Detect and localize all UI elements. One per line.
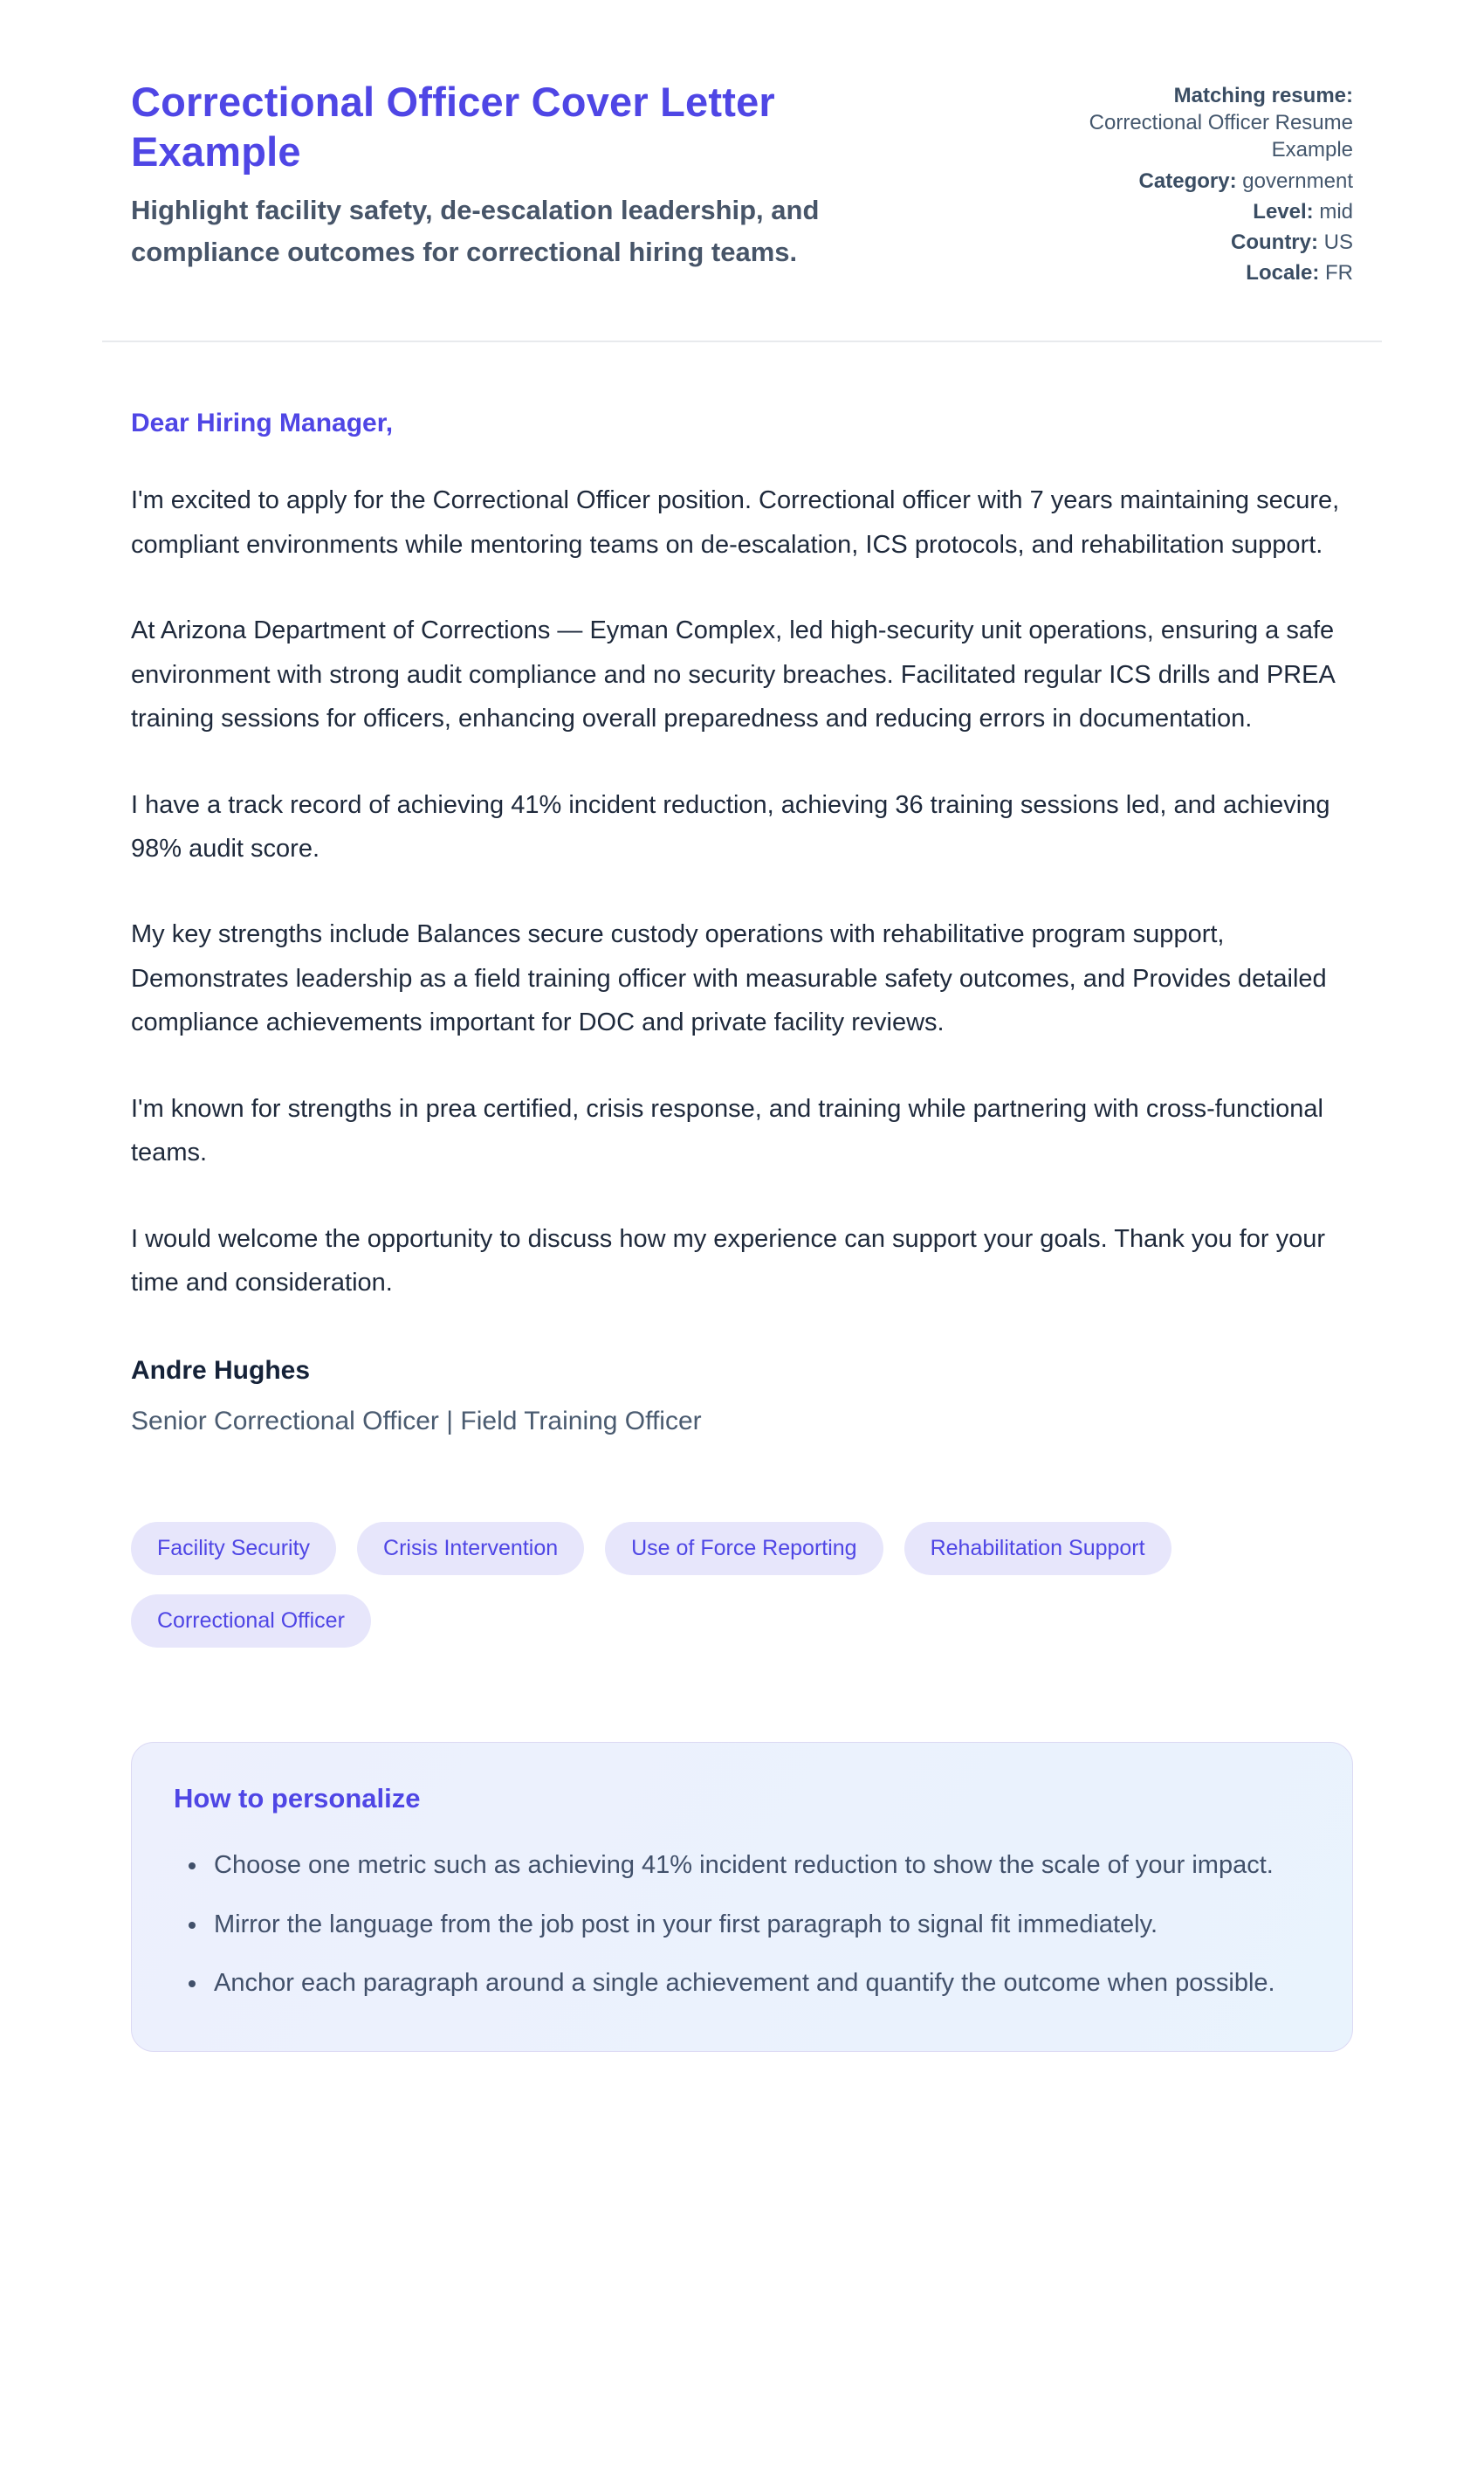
meta-row-matching-resume	[1065, 82, 1353, 164]
letter-paragraph-known-for: I'm known for strengths in prea certified, crisis response, and training while partnering with cross-functional teams.	[131, 1094, 1323, 1167]
meta-panel	[1065, 77, 1353, 290]
tag-chip-use-of-force-reporting[interactable]: Use of Force Reporting	[605, 1522, 883, 1575]
meta-row-level	[1065, 198, 1353, 225]
meta-row-country	[1065, 229, 1353, 256]
letter-paragraph-closing: I would welcome the opportunity to discuss how my experience can support your goals. Thank you for your time and consideration.	[131, 1224, 1326, 1297]
page-subtitle: Highlight facility safety, de-escalation leadership, and compliance outcomes for correctional hiring teams.	[131, 194, 820, 267]
meta-row-category	[1065, 168, 1353, 195]
meta-label: Level:	[1253, 199, 1314, 224]
meta-row-locale	[1065, 259, 1353, 286]
meta-label: Category:	[1138, 169, 1237, 193]
letter-paragraph-intro: I'm excited to apply for the Correctional Officer position. Correctional officer with 7 years maintaining secure, compliant environments while mentoring teams on de-escalation, ICS protocols, and rehabilitation support.	[131, 486, 1340, 559]
signature-name: Andre Hughes	[131, 1355, 311, 1385]
cover-letter-page	[102, 0, 1382, 2139]
letter-paragraph-experience: At Arizona Department of Corrections — Eyman Complex, led high-security unit operations, ensuring a safe environment with strong audit compliance and no security breaches. Facilitated regular ICS drills and PREA training sessions for officers, enhancing overall preparedness and reducing errors in documentation.	[131, 616, 1335, 733]
letter-paragraph-track-record: I have a track record of achieving 41% incident reduction, achieving 36 training sessions led, and achieving 98% audit score.	[131, 790, 1330, 864]
meta-value: Correctional Officer Resume Example	[1089, 111, 1353, 162]
page-header	[131, 77, 1353, 290]
signature-title: Senior Correctional Officer | Field Training Officer	[131, 1406, 702, 1435]
meta-label: Matching resume:	[1173, 84, 1353, 107]
letter-paragraph-strengths: My key strengths include Balances secure custody operations with rehabilitative program support, Demonstrates leadership as a field training officer with measurable safety outcomes, and Provides detailed compliance achievements important for DOC and private facility reviews.	[131, 920, 1327, 1037]
page-title: Correctional Officer Cover Letter Example	[131, 79, 775, 176]
letter-body	[131, 342, 1353, 1435]
meta-value: US	[1323, 230, 1353, 254]
meta-label: Locale:	[1246, 261, 1320, 286]
personalize-bullet-anchor-paragraph: • Anchor each paragraph around a single achievement and quantify the outcome when possible.	[209, 1962, 1309, 2006]
header-title-block	[131, 77, 921, 273]
personalize-bullet-mirror-language: • Mirror the language from the job post in your first paragraph to signal fit immediately.	[209, 1903, 1309, 1947]
personalize-box	[131, 1742, 1353, 2053]
personalize-bullet-metric: • Choose one metric such as achieving 41% incident reduction to show the scale of your impact.	[209, 1844, 1309, 1888]
meta-value: government	[1242, 169, 1353, 193]
tag-chip-crisis-intervention[interactable]: Crisis Intervention	[357, 1522, 584, 1575]
letter-greeting: Dear Hiring Manager,	[131, 409, 394, 438]
tag-chip-correctional-officer[interactable]: Correctional Officer	[131, 1594, 371, 1648]
meta-value: FR	[1325, 261, 1353, 286]
tag-chip-facility-security[interactable]: Facility Security	[131, 1522, 336, 1575]
personalize-list	[174, 1844, 1310, 2006]
meta-value: mid	[1319, 199, 1353, 224]
meta-label: Country:	[1231, 230, 1318, 254]
personalize-title: How to personalize	[174, 1782, 421, 1814]
tag-chip-rehabilitation-support[interactable]: Rehabilitation Support	[904, 1522, 1171, 1575]
tag-list	[131, 1522, 1353, 1648]
